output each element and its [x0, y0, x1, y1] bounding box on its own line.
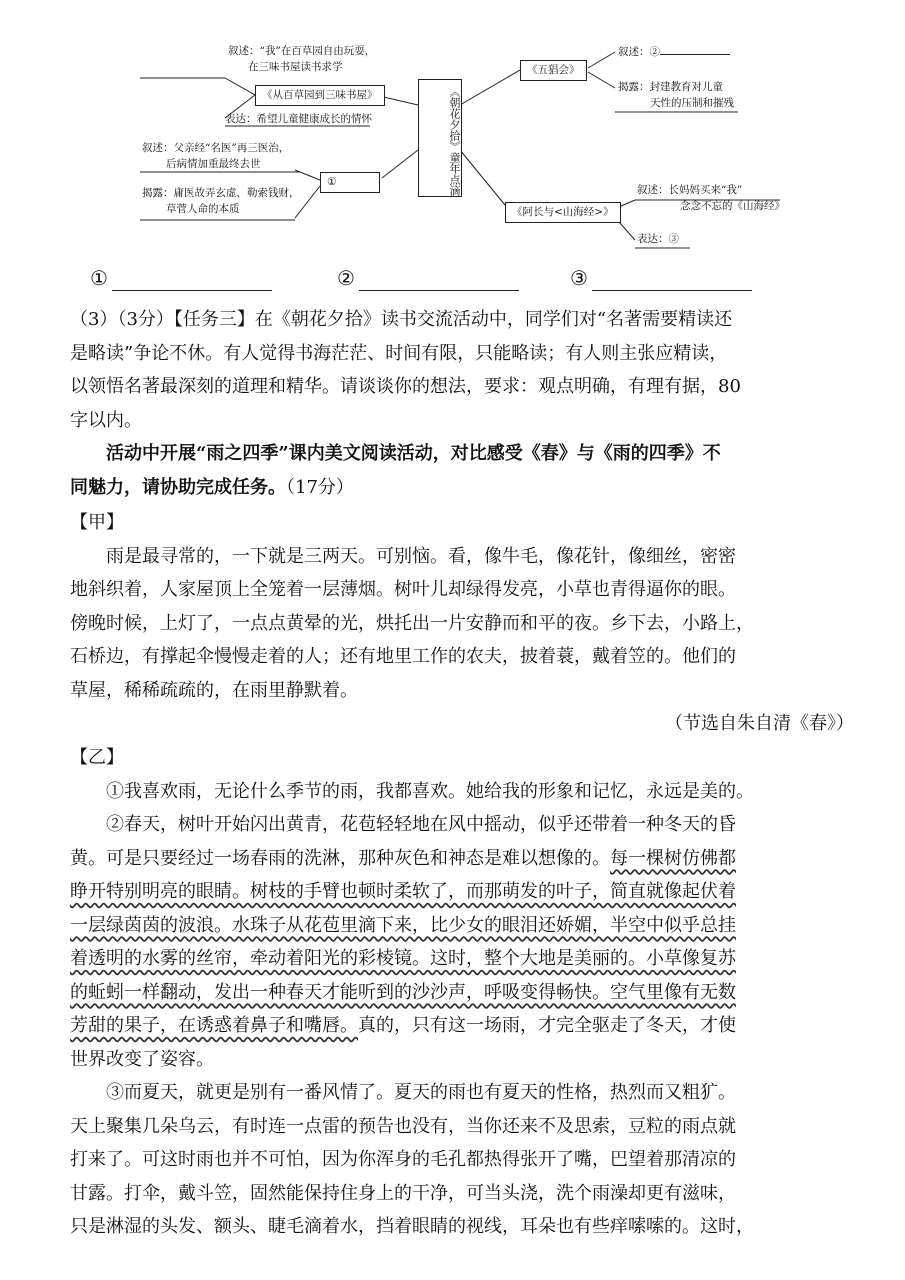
left-bottom-narration-2: 后病情加重最终去世 — [166, 158, 261, 170]
right-bottom-narration-1: 叙述：长妈妈买来“我” — [637, 184, 743, 196]
passage-jia-label: 【甲】 — [70, 512, 124, 533]
right-bottom-box: 《阿长与<山海经>》 — [505, 202, 621, 223]
left-bottom-reveal-2: 草菅人命的本质 — [166, 203, 240, 215]
task-intro — [70, 437, 854, 504]
left-bottom-reveal-1: 揭露：庸医故弄玄虚，勒索钱财， — [142, 187, 300, 199]
passage-yi-line: ③而夏天，就更是别有一番风情了。夏天的雨也有夏天的性格，热烈而又粗犷。 — [106, 1082, 736, 1103]
blank-3[interactable]: ③ — [570, 265, 752, 291]
passage-jia-line: 石桥边，有撑起伞慢慢走着的人；还有地里工作的农夫，披着蓑，戴着笠的。他们的 — [70, 646, 736, 667]
blank-1[interactable]: ① — [90, 265, 272, 291]
left-top-narration-1: 叙述：“我”在百草园自由玩耍， — [228, 45, 376, 57]
mind-map-center — [418, 79, 462, 197]
passage-yi-line: 芳甜的果子，在诱惑着鼻子和嘴唇。真的，只有这一场雨，才完全驱走了冬天，才使 — [70, 1015, 736, 1036]
left-top-narration-2: 在三味书屋读书求学 — [248, 61, 343, 73]
right-top-narration: 叙述：② — [618, 42, 730, 60]
passage-yi-paragraph-1: ①我喜欢雨，无论什么季节的雨，我都喜欢。她给我的形象和记忆，永远是美的。 — [106, 780, 754, 802]
right-bottom-narration-2: 念念不忘的《山海经》 — [680, 200, 785, 212]
passage-yi-underlined-line: 着透明的水雾的丝帘，牵动着阳光的彩棱镜。这时，整个大地是美丽的。小草像复苏 — [70, 948, 736, 969]
passage-yi-underlined-line: 的蚯蚓一样翻动，发出一种春天才能听到的沙沙声，呼吸变得畅快。空气里像有无数 — [70, 981, 736, 1003]
passage-jia-source: （节选自朱自清《春》） — [665, 713, 854, 734]
question-3-line-2: 是略读”争论不休。有人觉得书海茫茫、时间有限，只能略读；有人则主张应精读， — [70, 342, 728, 364]
passage-yi-label: 【乙】 — [70, 747, 124, 768]
mind-map — [0, 0, 905, 300]
passage-yi-line: 世界改变了姿容。 — [70, 1048, 214, 1070]
right-top-box: 《五猖会》 — [520, 60, 587, 81]
passage-yi-line: 打来了。可这时雨也并不可怕，因为你浑身的毛孔都热得张开了嘴，巴望着那清凉的 — [70, 1149, 736, 1170]
passage-jia-line: 雨是最寻常的，一下就是三两天。可别恼。看，像牛毛，像花针，像细丝，密密 — [106, 545, 736, 567]
passage-jia-line: 草屋，稀稀疏疏的，在雨里静默着。 — [70, 679, 358, 701]
passage-yi-underlined-line: 一层绿茵茵的波浪。水珠子从花苞里滴下来，比少女的眼泪还娇媚，半空中似乎总挂 — [70, 914, 736, 936]
passage-jia-line: 地斜织着，人家屋顶上全笼着一层薄烟。树叶儿却绿得发亮，小草也青得逼你的眼。 — [70, 579, 736, 600]
left-top-express: 表达：希望儿童健康成长的情怀 — [225, 113, 372, 125]
task-intro-line-1: 活动中开展“雨之四季”课内美文阅读活动，对比感受《春》与《雨的四季》不 — [106, 443, 721, 464]
left-top-box: 《从百草园到三味书屋》 — [255, 85, 385, 106]
question-3-line-3: 以领悟名著最深刻的道理和精华。请谈谈你的想法，要求：观点明确，有理有据，80 — [70, 376, 741, 397]
right-bottom-express: 表达：③ — [637, 233, 679, 245]
left-bottom-narration-1: 叙述：父亲经“名医”再三医治， — [142, 142, 290, 154]
task-intro-line-2: 同魅力，请协助完成任务。（17分） — [70, 476, 354, 498]
question-3 — [70, 303, 854, 437]
passage-jia-line: 傍晚时候，上灯了，一点点黄晕的光，烘托出一片安静而和平的夜。乡下去，小路上， — [70, 612, 754, 634]
passage-yi-line: 甘露。打伞，戴斗笠，固然能保持住身上的干净，可当头浇，洗个雨澡却更有滋味， — [70, 1182, 736, 1204]
passage-jia — [70, 506, 854, 741]
passage-yi-line: 黄。可是只要经过一场春雨的洗淋，那种灰色和神态是难以想像的。每一棵树仿佛都 — [70, 847, 736, 869]
blank-2[interactable]: ② — [337, 265, 519, 291]
right-top-reveal-2: 天性的压制和摧残 — [650, 97, 734, 109]
answer-blanks — [90, 265, 810, 295]
passage-yi-line: 只是淋湿的头发、额头、睫毛滴着水，挡着眼睛的视线，耳朵也有些痒嗦嗦的。这时， — [70, 1216, 754, 1237]
mind-map-center-title: 《朝花夕拾》童年点滴 — [448, 86, 461, 196]
left-bottom-box: ① — [320, 172, 380, 193]
passage-yi — [70, 741, 854, 1244]
passage-yi-line: ②春天，树叶开始闪出黄青，花苞轻轻地在风中摇动，似乎还带着一种冬天的昏 — [106, 814, 736, 835]
right-top-reveal-1: 揭露：封建教育对儿童 — [618, 81, 723, 93]
question-3-line-1: （3）（3分）【任务三】在《朝花夕拾》读书交流活动中，同学们对“名著需要精读还 — [70, 309, 733, 330]
question-3-line-4: 字以内。 — [70, 409, 142, 431]
passage-yi-line: 天上聚集几朵乌云，有时连一点雷的预告也没有，当你还来不及思索，豆粒的雨点就 — [70, 1115, 736, 1137]
passage-yi-underlined-line: 睁开特别明亮的眼睛。树枝的手臂也顿时柔软了，而那萌发的叶子，简直就像起伏着 — [70, 881, 736, 902]
